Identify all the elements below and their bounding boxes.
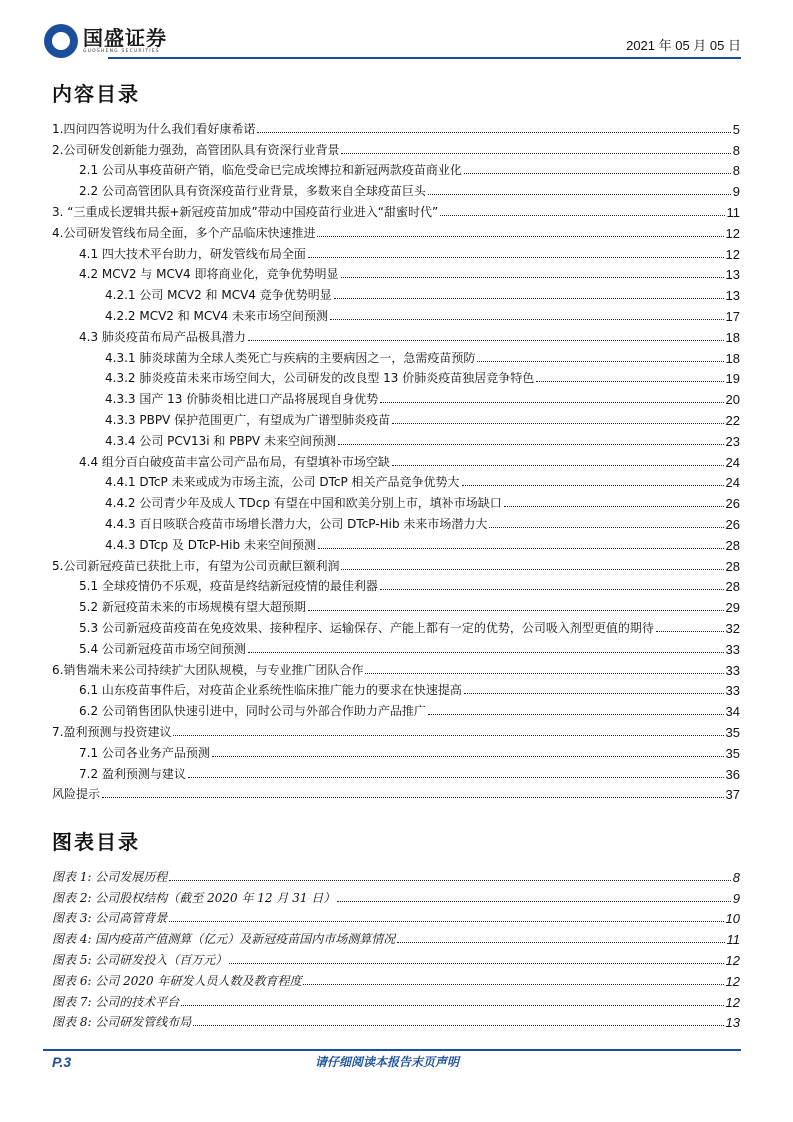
dot-leader	[392, 423, 723, 424]
toc-entry[interactable]	[52, 532, 740, 553]
toc-entry-title: 6.销售端未来公司持续扩大团队规模，与专业推广团队合作	[52, 662, 364, 677]
toc-entry[interactable]	[52, 636, 740, 657]
toc-entry-page: 35	[725, 745, 740, 761]
toc-entry[interactable]	[52, 782, 740, 803]
toc-entry[interactable]	[52, 657, 740, 678]
dot-leader	[656, 631, 724, 632]
toc-entry-title: 5.3 公司新冠疫苗疫苗在免疫效果、接种程序、运输保存、产能上都有一定的优势，公司吸入剂型更值的期待	[79, 620, 654, 635]
dot-leader	[440, 215, 724, 216]
toc-entry-title: 2.1 公司从事疫苗研产销，临危受命已完成埃博拉和新冠两款疫苗商业化	[79, 163, 462, 178]
toc-entry[interactable]	[52, 574, 740, 595]
toc-entry[interactable]	[52, 449, 740, 470]
dot-leader	[504, 506, 724, 507]
toc-entry-title: 4.3.3 PBPV 保护范围更广，有望成为广谱型肺炎疫苗	[105, 412, 391, 427]
toc-entry-page: 26	[725, 496, 740, 512]
toc-entry[interactable]	[52, 303, 740, 324]
logo-name-en: GUOSHENG SECURITIES	[83, 49, 160, 54]
toc-entry[interactable]	[52, 719, 740, 740]
dot-leader	[489, 527, 723, 528]
figure-entry[interactable]	[52, 968, 740, 989]
toc-entry[interactable]	[52, 282, 740, 303]
toc-entry[interactable]	[52, 262, 740, 283]
toc-entry-page: 32	[725, 620, 740, 636]
toc-entry-page: 8	[732, 142, 740, 158]
toc-entry-title: 3. “三重成长逻辑共振+新冠疫苗加成”带动中国疫苗行业进入“甜蜜时代”	[52, 204, 439, 219]
toc-entry-title: 4.3.1 肺炎球菌为全球人类死亡与疾病的主要病因之一，急需疫苗预防	[105, 350, 476, 365]
toc-entry-title: 4.4.3 百日咳联合疫苗市场增长潜力大，公司 DTcP-Hib 未来市场潜力大	[105, 516, 488, 531]
figure-entry-page: 12	[725, 973, 740, 989]
figure-entry-title: 图表 2: 公司股权结构（截至 2020 年 12 月 31 日）	[52, 890, 336, 905]
figure-entry[interactable]	[52, 906, 740, 927]
figure-entry-page: 8	[732, 869, 740, 885]
toc-entry-page: 33	[725, 683, 740, 699]
list-of-figures	[52, 864, 740, 1030]
toc-entry[interactable]	[52, 511, 740, 532]
toc-entry-title: 4.1 四大技术平台助力，研发管线布局全面	[79, 246, 306, 261]
figure-entry[interactable]	[52, 885, 740, 906]
dot-leader	[330, 319, 724, 320]
toc-entry-page: 18	[725, 350, 740, 366]
figures-title: 图表目录	[52, 830, 140, 854]
toc-entry-page: 34	[725, 704, 740, 720]
toc-entry-title: 2.2 公司高管团队具有资深疫苗行业背景，多数来自全球疫苗巨头	[79, 184, 426, 199]
dot-leader	[229, 963, 723, 964]
dot-leader	[337, 901, 730, 902]
toc-entry-page: 8	[732, 163, 740, 179]
toc-entry-title: 7.盈利预测与投资建议	[52, 724, 172, 739]
toc-entry-title: 风险提示	[52, 787, 101, 802]
toc-entry[interactable]	[52, 678, 740, 699]
toc-entry[interactable]	[52, 158, 740, 179]
dot-leader	[169, 880, 730, 881]
dot-leader	[212, 756, 724, 757]
toc-entry[interactable]	[52, 137, 740, 158]
dot-leader	[308, 610, 724, 611]
toc-entry-title: 4.2.2 MCV2 和 MCV4 未来市场空间预测	[105, 308, 328, 323]
toc-entry-page: 11	[726, 204, 740, 220]
toc-entry[interactable]	[52, 199, 740, 220]
dot-leader	[257, 132, 730, 133]
toc-entry-title: 4.4 组分百白破疫苗丰富公司产品布局，有望填补市场空缺	[79, 454, 390, 469]
dot-leader	[181, 1005, 723, 1006]
dot-leader	[462, 485, 724, 486]
toc-entry-title: 6.1 山东疫苗事件后，对疫苗企业系统性临床推广能力的要求在快速提高	[79, 683, 462, 698]
toc-entry-title: 5.2 新冠疫苗未来的市场规模有望大超预期	[79, 600, 306, 615]
figure-entry-page: 13	[725, 1015, 740, 1031]
toc-entry-page: 19	[725, 371, 740, 387]
table-of-contents	[52, 116, 740, 802]
toc-entry-page: 12	[725, 225, 740, 241]
toc-entry[interactable]	[52, 116, 740, 137]
figure-entry-page: 11	[726, 932, 740, 948]
dot-leader	[334, 298, 724, 299]
figure-entry-title: 图表 5: 公司研发投入（百万元）	[52, 952, 228, 967]
toc-entry-title: 4.3.4 公司 PCV13i 和 PBPV 未来空间预测	[105, 433, 336, 448]
toc-entry[interactable]	[52, 761, 740, 782]
company-logo	[44, 24, 167, 58]
dot-leader	[303, 984, 723, 985]
dot-leader	[308, 257, 724, 258]
toc-title: 内容目录	[52, 82, 140, 106]
toc-entry[interactable]	[52, 470, 740, 491]
dot-leader	[428, 714, 724, 715]
dot-leader	[173, 735, 723, 736]
toc-entry-page: 35	[725, 724, 740, 740]
dot-leader	[248, 652, 724, 653]
toc-entry-title: 5.公司新冠疫苗已获批上市，有望为公司贡献巨额利润	[52, 558, 340, 573]
toc-entry-page: 26	[725, 516, 740, 532]
figure-entry-page: 12	[725, 994, 740, 1010]
report-date: 2021 年 05 月 05 日	[626, 38, 741, 53]
dot-leader	[341, 277, 724, 278]
dot-leader	[318, 548, 724, 549]
dot-leader	[464, 173, 731, 174]
toc-entry-page: 29	[725, 600, 740, 616]
dot-leader	[380, 589, 724, 590]
dot-leader	[536, 381, 723, 382]
dot-leader	[169, 921, 723, 922]
figure-entry-title: 图表 7: 公司的技术平台	[52, 994, 180, 1009]
toc-entry-page: 13	[725, 288, 740, 304]
dot-leader	[392, 465, 724, 466]
toc-entry-page: 17	[725, 308, 740, 324]
dot-leader	[188, 777, 724, 778]
dot-leader	[341, 153, 730, 154]
figure-entry[interactable]	[52, 989, 740, 1010]
dot-leader	[428, 194, 731, 195]
figure-entry-page: 9	[732, 890, 740, 906]
toc-entry[interactable]	[52, 740, 740, 761]
figure-entry-title: 图表 4: 国内疫苗产值测算（亿元）及新冠疫苗国内市场测算情况	[52, 932, 396, 947]
dot-leader	[341, 569, 723, 570]
dot-leader	[248, 340, 724, 341]
toc-entry-page: 33	[725, 641, 740, 657]
toc-entry[interactable]	[52, 428, 740, 449]
figure-entry-page: 10	[725, 911, 740, 927]
dot-leader	[380, 402, 723, 403]
toc-entry-page: 22	[725, 412, 740, 428]
toc-entry-title: 7.2 盈利预测与建议	[79, 766, 186, 781]
toc-entry[interactable]	[52, 553, 740, 574]
figure-entry-title: 图表 6: 公司 2020 年研发人员人数及教育程度	[52, 973, 302, 988]
toc-entry-title: 4.3.2 肺炎疫苗未来市场空间大，公司研发的改良型 13 价肺炎疫苗独居竞争特色	[105, 371, 535, 386]
toc-entry-page: 20	[725, 392, 740, 408]
toc-entry-page: 23	[725, 433, 740, 449]
toc-entry-title: 4.4.1 DTcP 未来或成为市场主流，公司 DTcP 相关产品竞争优势大	[105, 475, 460, 490]
dot-leader	[477, 361, 723, 362]
toc-entry[interactable]	[52, 345, 740, 366]
toc-entry-title: 5.4 公司新冠疫苗市场空间预测	[79, 641, 246, 656]
toc-entry-page: 28	[725, 558, 740, 574]
figure-entry[interactable]	[52, 926, 740, 947]
toc-entry[interactable]	[52, 490, 740, 511]
dot-leader	[338, 444, 724, 445]
dot-leader	[102, 797, 724, 798]
toc-entry-title: 2.公司研发创新能力强劲，高管团队具有资深行业背景	[52, 142, 340, 157]
footer-divider	[43, 1049, 741, 1051]
logo-name-cn: 国盛证券	[83, 26, 167, 50]
toc-entry[interactable]	[52, 366, 740, 387]
toc-entry-title: 4.4.3 DTcp 及 DTcP-Hib 未来空间预测	[105, 537, 316, 552]
toc-entry[interactable]	[52, 698, 740, 719]
toc-entry-title: 4.3 肺炎疫苗布局产品极具潜力	[79, 329, 246, 344]
toc-entry-title: 6.2 公司销售团队快速引进中，同时公司与外部合作助力产品推广	[79, 704, 426, 719]
toc-entry-title: 4.3.3 国产 13 价肺炎相比进口产品将展现自身优势	[105, 392, 379, 407]
toc-entry-page: 33	[725, 662, 740, 678]
toc-entry-page: 13	[725, 267, 740, 283]
header-divider	[108, 57, 741, 59]
toc-entry[interactable]	[52, 178, 740, 199]
toc-entry-page: 24	[725, 475, 740, 491]
figure-entry[interactable]	[52, 864, 740, 885]
toc-entry[interactable]	[52, 594, 740, 615]
figure-entry-page: 12	[725, 952, 740, 968]
page-number: P.3	[52, 1054, 72, 1070]
toc-entry-title: 4.2 MCV2 与 MCV4 即将商业化，竞争优势明显	[79, 267, 339, 282]
toc-entry-title: 5.1 全球疫情仍不乐观，疫苗是终结新冠疫情的最佳利器	[79, 579, 378, 594]
toc-entry-page: 5	[732, 121, 740, 137]
toc-entry-title: 4.4.2 公司青少年及成人 TDcp 有望在中国和欧美分别上市，填补市场缺口	[105, 496, 502, 511]
toc-entry-title: 7.1 公司各业务产品预测	[79, 745, 210, 760]
logo-icon	[44, 24, 78, 58]
toc-entry-page: 28	[725, 537, 740, 553]
toc-entry-page: 18	[725, 329, 740, 345]
toc-entry-page: 28	[725, 579, 740, 595]
toc-entry[interactable]	[52, 407, 740, 428]
toc-entry-title: 4.公司研发管线布局全面，多个产品临床快速推进	[52, 225, 316, 240]
toc-entry-page: 9	[732, 184, 740, 200]
figure-entry-title: 图表 3: 公司高管背景	[52, 911, 168, 926]
toc-entry-title: 1.四问四答说明为什么我们看好康希诺	[52, 121, 256, 136]
figure-entry-title: 图表 8: 公司研发管线布局	[52, 1015, 192, 1030]
toc-entry[interactable]	[52, 241, 740, 262]
dot-leader	[317, 236, 723, 237]
dot-leader	[397, 942, 724, 943]
figure-entry[interactable]	[52, 947, 740, 968]
toc-entry[interactable]	[52, 324, 740, 345]
toc-entry[interactable]	[52, 615, 740, 636]
dot-leader	[193, 1025, 723, 1026]
toc-entry-page: 12	[725, 246, 740, 262]
toc-entry[interactable]	[52, 386, 740, 407]
figure-entry-title: 图表 1: 公司发展历程	[52, 869, 168, 884]
toc-entry-title: 4.2.1 公司 MCV2 和 MCV4 竞争优势明显	[105, 288, 332, 303]
disclaimer-note: 请仔细阅读本报告末页声明	[315, 1055, 460, 1069]
toc-entry[interactable]	[52, 220, 740, 241]
toc-entry-page: 24	[725, 454, 740, 470]
toc-entry-page: 36	[725, 766, 740, 782]
dot-leader	[464, 693, 724, 694]
dot-leader	[365, 673, 723, 674]
figure-entry[interactable]	[52, 1010, 740, 1031]
toc-entry-page: 37	[725, 787, 740, 803]
